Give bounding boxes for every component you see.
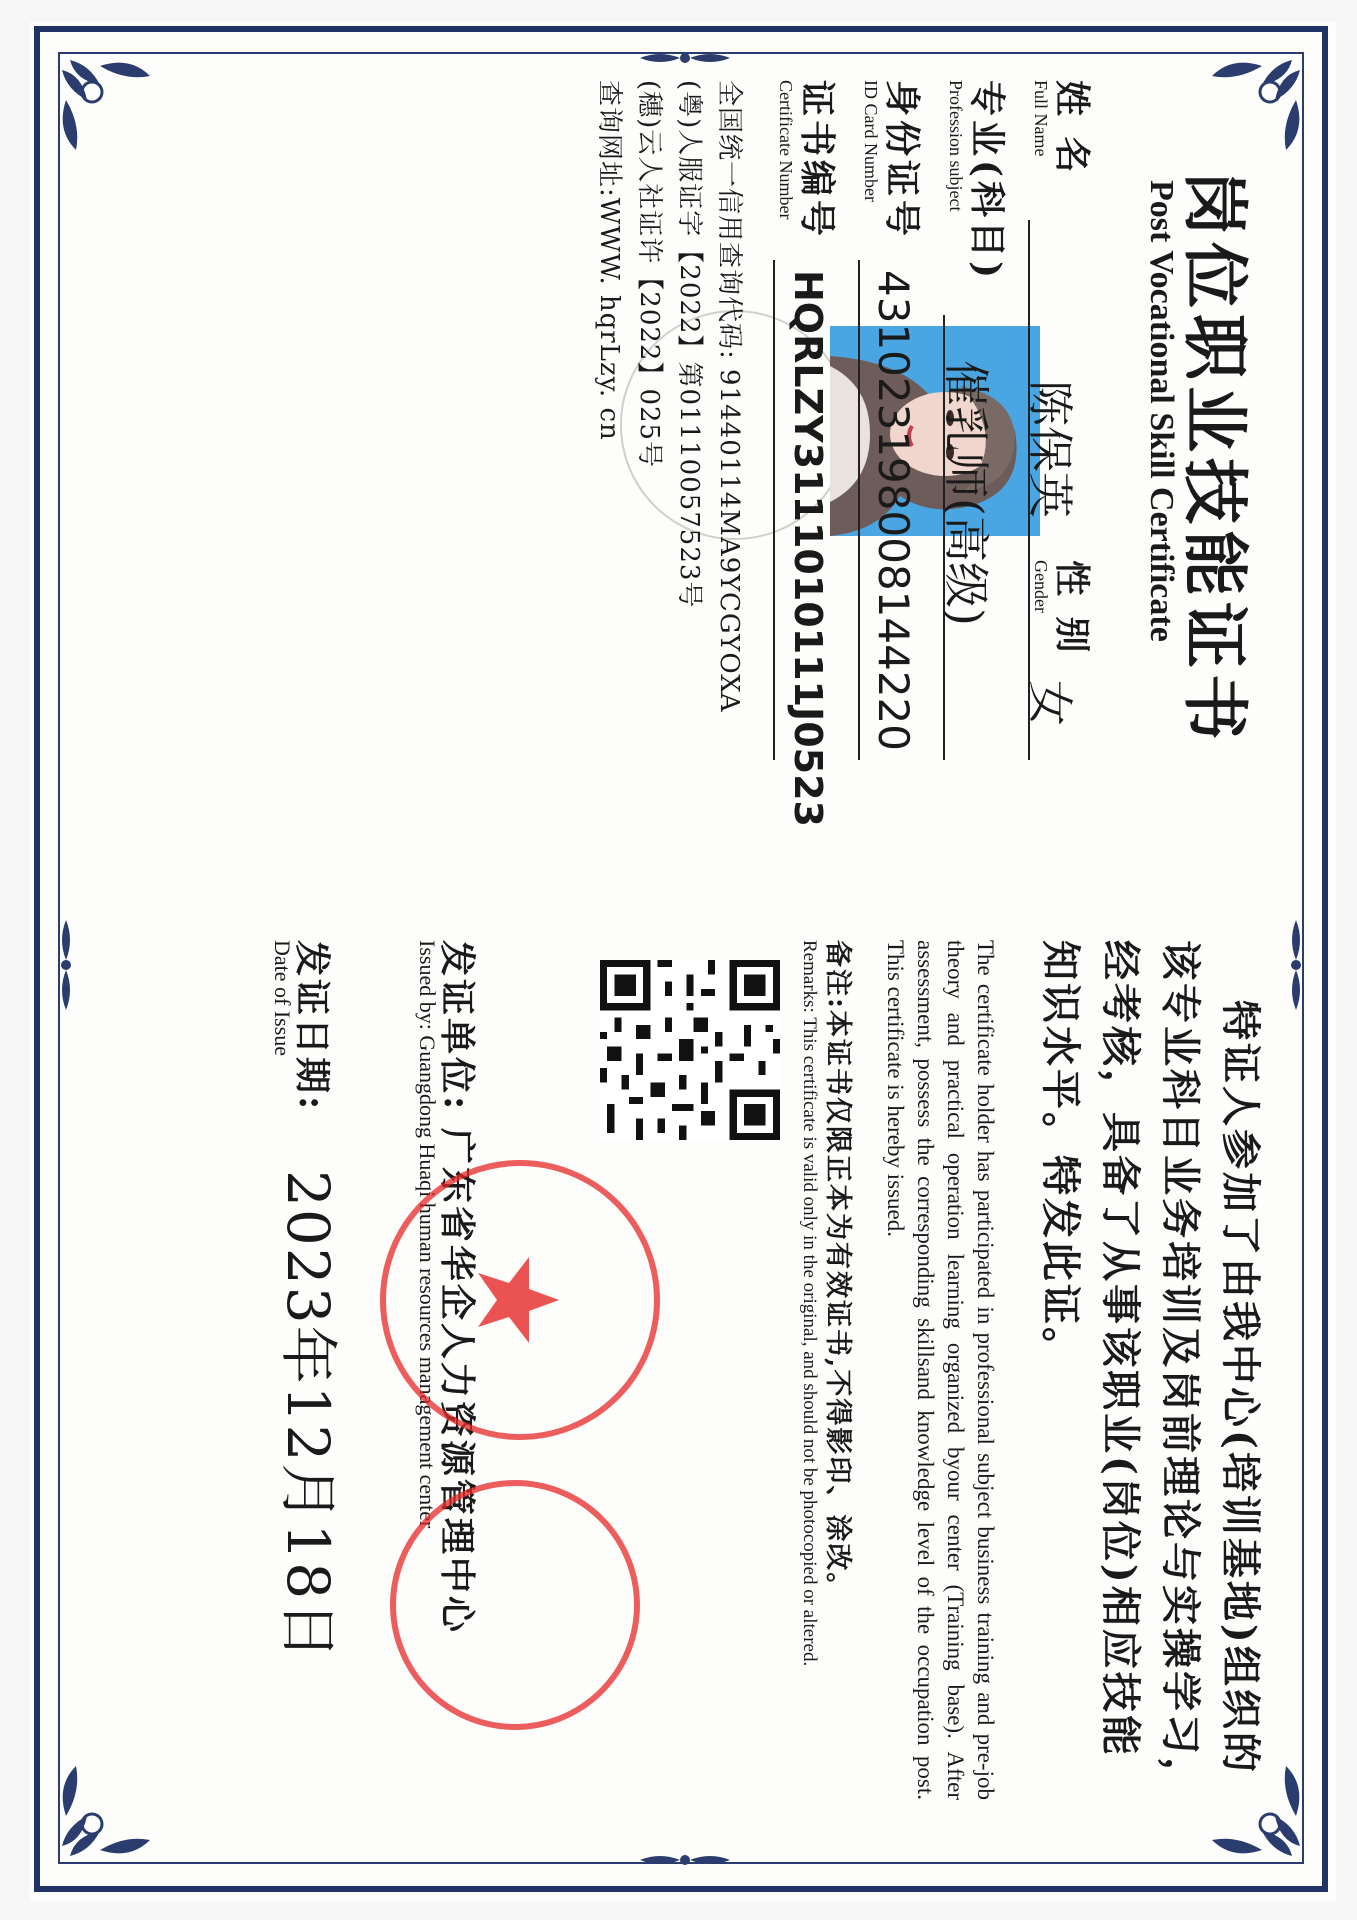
qr-code (600, 960, 780, 1140)
issue-date-label: 发证日期: (291, 940, 333, 1113)
name-label: 姓 名 Full Name (1031, 80, 1093, 177)
body-text-cn: 特证人参加了由我中心(培训基地)组织的该专业科目业务培训及岗前理论与实操学习，经考核，具备了从事该职业(岗位)相应技能知识水平。特发此证。 (1037, 940, 1264, 1800)
license-line-2: (穗)云人社证许【2022】025号 (634, 80, 664, 469)
issue-date-value: 2023年12月18日 (274, 1170, 342, 1662)
edge-ornament-right (1291, 920, 1301, 1010)
license-line-1: (粤)人服证字【2022】第01110057523号 (674, 80, 704, 609)
certificate-left-panel (90, 80, 1270, 840)
profession-value: 催乳师(高级) (939, 360, 993, 626)
official-seal-2 (390, 1480, 640, 1730)
gender-label: 性 别 Gender (1031, 560, 1093, 657)
edge-ornament-left (61, 920, 71, 1010)
cert-number-label: 证书编号 Certificate Number (776, 80, 838, 241)
cert-number-value: HQRLZY3111010111J0523 (786, 270, 830, 827)
certificate-right-panel (90, 940, 1270, 1820)
id-underline (858, 260, 860, 760)
edge-ornament-top (640, 53, 730, 63)
issue-date-label-en: Date of Issue (270, 940, 295, 1057)
edge-ornament-bottom (640, 1855, 730, 1865)
certificate-title-en: Post Vocational Skill Certificate (1143, 180, 1180, 642)
query-url: 查询网址:WWW. hqrLzy. cn (594, 80, 624, 441)
profession-label: 专业(科目) Profession subject (946, 80, 1008, 283)
body-text-en: The certificate holder has participated in professional subject business training and pre-job theory and practical operation learning organized byour center (Training base). After assessment, possess the corresponding skillsand knowledge level of the occupation post. This certificate is hereby issued. (883, 940, 998, 1800)
id-label: 身份证号 ID Card Number (861, 80, 923, 241)
official-seal-1 (380, 1160, 660, 1440)
credit-code: 全国统一信用查询代码: 91440114MA9YCGYOXA (714, 80, 744, 713)
portrait-image (830, 326, 1040, 536)
remarks-cn: 备注:本证书仅限正本为有效证书,不得影印、涂改。 (822, 940, 853, 1602)
holder-photo (830, 326, 1040, 536)
issued-by-cn: 发证单位: 广东省华企人力资源管理中心 (436, 940, 478, 1635)
issued-by-en: Issued by: Guangdong Huaqi human resources management center (415, 940, 440, 1529)
name-value: 陈保英 (1023, 380, 1077, 518)
certificate-content (90, 80, 1270, 1840)
seal-star-icon (386, 1166, 654, 1434)
gender-value: 女 (1023, 680, 1077, 726)
id-value: 431023198008144220 (869, 270, 918, 751)
cert-number-underline (773, 260, 775, 760)
certificate-title: 岗位职业技能证书 (1176, 170, 1254, 746)
remarks-en: Remarks: This certificate is valid only in the original, and should not be photocopied or altered. (799, 940, 820, 1667)
